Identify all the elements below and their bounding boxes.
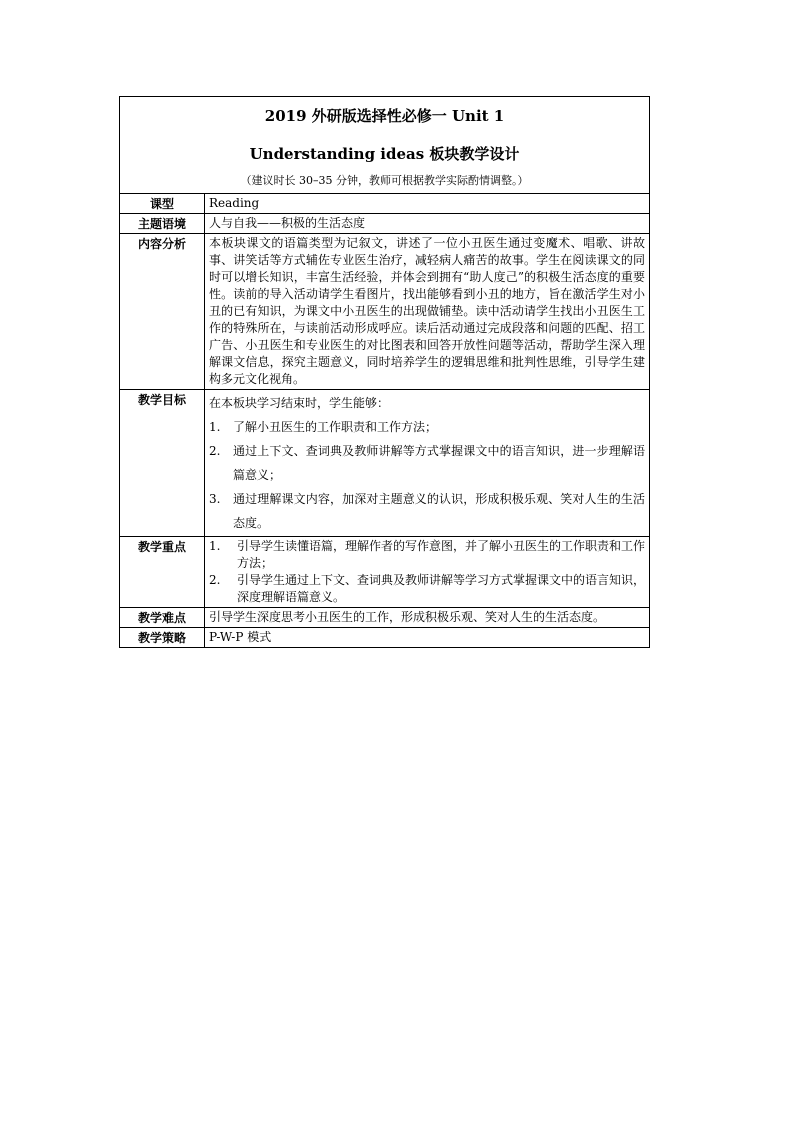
list-item [209, 538, 645, 572]
value-strategy: P-W-P 模式 [205, 628, 650, 648]
value-analysis: 本板块课文的语篇类型为记叙文，讲述了一位小丑医生通过变魔术、唱歌、讲故事、讲笑话等方式辅佐专业医生治疗，减轻病人痛苦的故事。学生在阅读课文的同时可以增长知识，丰富生活经验，并体会到拥有“助人度己”的积极生活态度的重要性。读前的导入活动请学生看图片，找出能够看到小丑的地方，旨在激活学生对小丑的已有知识，为课文中小丑医生的出现做铺垫。读中活动请学生找出小丑医生工作的特殊所在，与读前活动形成呼应。读后活动通过完成段落和问题的匹配、招工广告、小丑医生和专业医生的对比图表和回答开放性问题等活动，帮助学生深入理解课文信息，探究主题意义，同时培养学生的逻辑思维和批判性思维，引导学生建构多元文化视角。 [205, 234, 650, 390]
label-theme: 主题语境 [120, 214, 205, 234]
goal-number: 3. [209, 492, 221, 506]
goal-text: 通过理解课文内容，加深对主题意义的认识，形成积极乐观、笑对人生的生活态度。 [233, 492, 645, 530]
list-item [209, 415, 645, 439]
row-strategy [120, 628, 650, 648]
list-item [209, 439, 645, 487]
header-row [120, 97, 650, 194]
label-lesson-type: 课型 [120, 194, 205, 214]
row-goals [120, 390, 650, 537]
key-point-number: 2. [209, 573, 221, 587]
label-difficulties: 教学难点 [120, 608, 205, 628]
row-theme [120, 214, 650, 234]
row-lesson-type [120, 194, 650, 214]
row-difficulties [120, 608, 650, 628]
value-theme: 人与自我——积极的生活态度 [205, 214, 650, 234]
duration-note: （建议时长 30–35 分钟，教师可根据教学实际酌情调整。） [240, 174, 529, 187]
key-points-list [209, 538, 645, 606]
label-goals: 教学目标 [120, 390, 205, 537]
row-analysis [120, 234, 650, 390]
value-lesson-type: Reading [205, 194, 650, 214]
goal-text: 了解小丑医生的工作职责和工作方法； [233, 420, 438, 434]
document-subtitle: Understanding ideas 板块教学设计 [249, 145, 520, 163]
list-item [209, 487, 645, 535]
label-strategy: 教学策略 [120, 628, 205, 648]
list-item [209, 572, 645, 606]
goals-intro: 在本板块学习结束时，学生能够： [209, 396, 390, 410]
goal-number: 2. [209, 444, 221, 458]
lesson-plan-table [119, 96, 650, 648]
goal-text: 通过上下文、查词典及教师讲解等方式掌握课文中的语言知识，进一步理解语篇意义； [233, 444, 645, 482]
row-key-points [120, 537, 650, 608]
label-analysis: 内容分析 [120, 234, 205, 390]
goals-list [209, 415, 645, 535]
value-goals [205, 390, 650, 537]
key-point-text: 引导学生通过上下文、查词典及教师讲解等学习方式掌握课文中的语言知识，深度理解语篇意义。 [237, 573, 646, 604]
goal-number: 1. [209, 420, 221, 434]
key-point-number: 1. [209, 539, 221, 553]
value-key-points [205, 537, 650, 608]
document-title: 2019 外研版选择性必修一 Unit 1 [264, 107, 505, 125]
key-point-text: 引导学生读懂语篇，理解作者的写作意图，并了解小丑医生的工作职责和工作方法； [237, 539, 646, 570]
header-cell [120, 97, 650, 194]
label-key-points: 教学重点 [120, 537, 205, 608]
value-difficulties: 引导学生深度思考小丑医生的工作，形成积极乐观、笑对人生的生活态度。 [205, 608, 650, 628]
